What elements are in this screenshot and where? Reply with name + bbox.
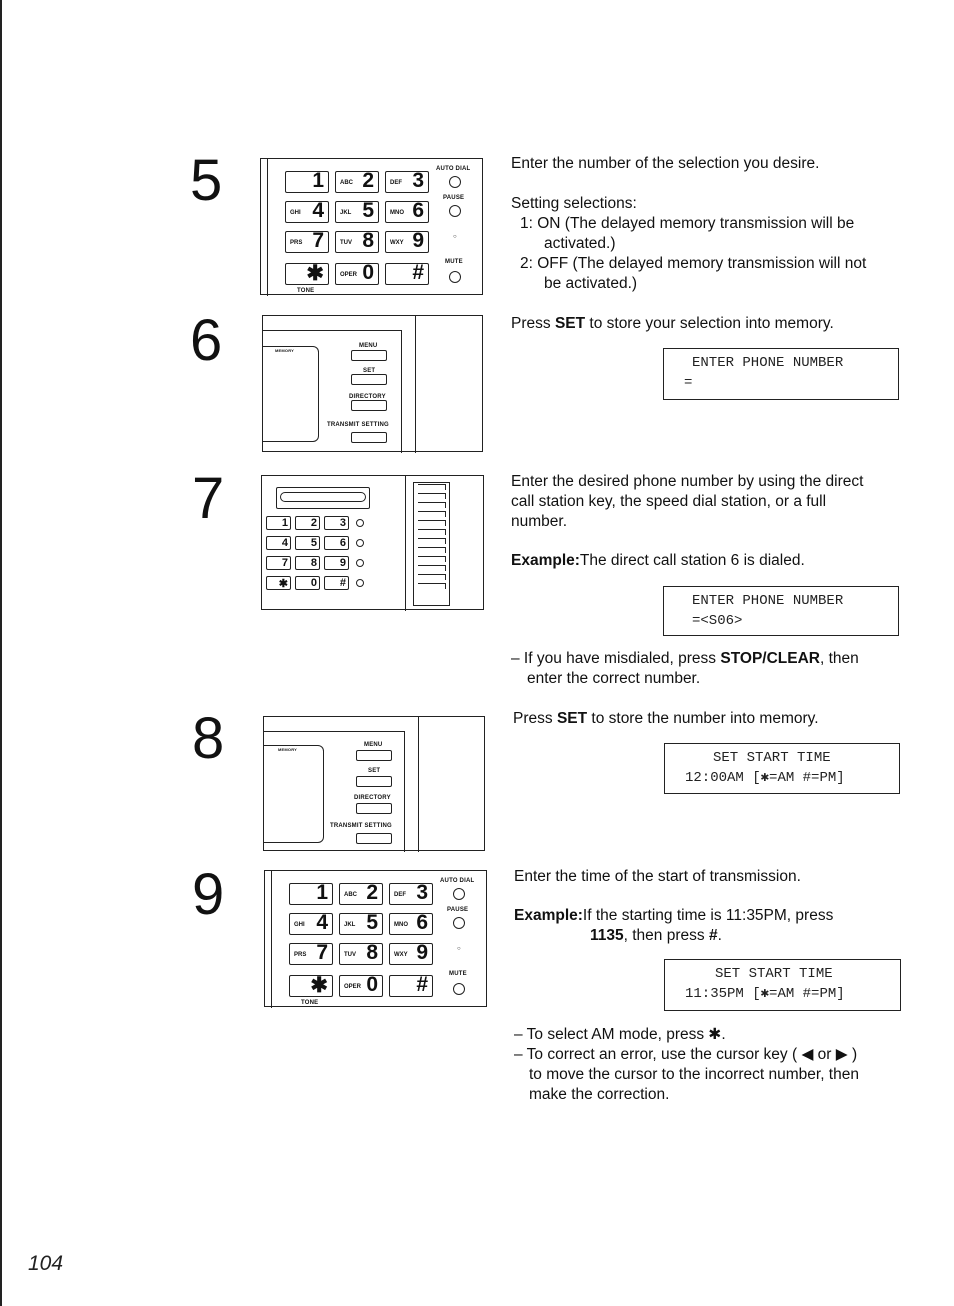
key-letters: GHI — [294, 922, 305, 928]
pause-label: PAUSE — [443, 195, 465, 201]
step-number: 7 — [192, 466, 225, 531]
key-digit: 1 — [316, 881, 328, 904]
key-letters: ABC — [344, 892, 357, 898]
step6-instruction: Press SET to store your selection into memory. — [511, 315, 834, 332]
station-key[interactable] — [418, 520, 446, 526]
key-digit: 7 — [312, 229, 324, 252]
station-key[interactable] — [418, 538, 446, 544]
key-letters: DEF — [394, 892, 406, 898]
key-digit: 9 — [339, 557, 346, 569]
menu-button[interactable] — [356, 750, 392, 761]
mute-indicator-icon: ○ — [453, 234, 457, 240]
mute-indicator-icon: ○ — [457, 946, 461, 952]
tone-label: TONE — [301, 1000, 319, 1006]
keypad-key[interactable] — [324, 576, 349, 590]
key-digit: ✱ — [306, 262, 324, 285]
key-digit: # — [416, 973, 428, 996]
step9-example: Example:If the starting time is 11:35PM, press — [514, 907, 834, 924]
function-button[interactable] — [356, 539, 364, 547]
keypad-key[interactable] — [389, 943, 433, 965]
station-key[interactable] — [418, 556, 446, 562]
step-number: 9 — [192, 862, 225, 927]
pause-button[interactable] — [453, 917, 465, 929]
mute-label: MUTE — [449, 971, 467, 977]
key-digit: 6 — [339, 537, 346, 549]
key-digit: 5 — [362, 199, 374, 222]
mute-label: MUTE — [445, 259, 463, 265]
function-button[interactable] — [356, 579, 364, 587]
keypad-key[interactable] — [266, 536, 291, 550]
step9-note-cursor-cont: to move the cursor to the incorrect number, then — [529, 1066, 859, 1083]
menu-label: MENU — [364, 742, 383, 748]
step5-option2: 2: OFF (The delayed memory transmission will not — [520, 255, 867, 272]
key-digit: 6 — [412, 199, 424, 222]
keypad-key[interactable] — [385, 171, 429, 193]
mute-button[interactable] — [453, 983, 465, 995]
step5-option2-cont: be activated.) — [544, 275, 638, 292]
memory-label: MEMORY — [275, 348, 295, 353]
memory-label: MEMORY — [278, 747, 298, 752]
keypad-key[interactable] — [289, 943, 333, 965]
keypad-key[interactable] — [266, 516, 291, 530]
menu-label: MENU — [359, 343, 378, 349]
step9-note-cursor: – To correct an error, use the cursor key ( ◀ or ▶ ) — [514, 1046, 858, 1063]
keypad-key[interactable] — [324, 556, 349, 570]
transmit-setting-label: TRANSMIT SETTING — [327, 422, 389, 428]
transmit-setting-label: TRANSMIT SETTING — [330, 823, 392, 829]
keypad-illustration — [260, 158, 483, 295]
key-letters: GHI — [290, 210, 301, 216]
function-button[interactable] — [356, 559, 364, 567]
key-digit: 8 — [310, 557, 317, 569]
key-digit: 4 — [312, 199, 324, 222]
keypad-key[interactable] — [285, 171, 329, 193]
keypad-key[interactable] — [385, 201, 429, 223]
keypad-key[interactable] — [335, 201, 379, 223]
keypad-key[interactable] — [285, 201, 329, 223]
page-left-edge — [0, 0, 2, 1306]
key-letters: DEF — [390, 180, 402, 186]
keypad-key[interactable] — [324, 536, 349, 550]
menu-button[interactable] — [351, 350, 387, 361]
key-digit: 4 — [316, 911, 328, 934]
tone-label: TONE — [297, 288, 315, 294]
auto-dial-button[interactable] — [449, 176, 461, 188]
key-digit: ✱ — [278, 578, 288, 590]
key-letters: PRS — [290, 240, 303, 246]
key-digit: 8 — [362, 229, 374, 252]
keypad-key[interactable] — [335, 171, 379, 193]
key-digit: # — [412, 261, 424, 284]
pause-label: PAUSE — [447, 907, 469, 913]
menu-panel-illustration — [262, 315, 483, 452]
memory-bracket — [264, 745, 324, 843]
keypad-key[interactable] — [339, 883, 383, 905]
key-letters: WXY — [394, 952, 408, 958]
keypad-key[interactable] — [285, 231, 329, 253]
step5-option1-cont: activated.) — [544, 235, 616, 252]
keypad-key[interactable] — [289, 975, 333, 997]
set-button[interactable] — [351, 374, 387, 385]
keypad-key[interactable] — [335, 263, 379, 285]
key-digit: # — [339, 577, 346, 589]
lcd-display: ENTER PHONE NUMBER = — [663, 348, 899, 400]
auto-dial-label: AUTO DIAL — [440, 878, 475, 884]
keypad-key[interactable] — [266, 576, 291, 590]
keypad-key[interactable] — [389, 913, 433, 935]
key-digit: 3 — [412, 169, 424, 192]
control-panel-illustration — [261, 475, 484, 610]
keypad-key[interactable] — [385, 263, 429, 285]
keypad-key[interactable] — [389, 883, 433, 905]
directory-label: DIRECTORY — [354, 795, 391, 801]
station-key-list — [414, 484, 448, 596]
station-key[interactable] — [418, 511, 446, 517]
key-digit: 8 — [366, 941, 378, 964]
directory-button[interactable] — [356, 803, 392, 814]
key-letters: TUV — [344, 952, 356, 958]
step5-instruction: Enter the number of the selection you desire. — [511, 155, 820, 172]
directory-button[interactable] — [351, 400, 387, 411]
set-label: SET — [368, 768, 381, 774]
page-number: 104 — [28, 1252, 64, 1275]
keypad-key[interactable] — [385, 231, 429, 253]
keypad-key[interactable] — [295, 556, 320, 570]
key-digit: 0 — [310, 577, 317, 589]
key-letters: MNO — [390, 210, 404, 216]
key-digit: 5 — [366, 911, 378, 934]
key-letters: WXY — [390, 240, 404, 246]
directory-label: DIRECTORY — [349, 394, 386, 400]
keypad-key[interactable] — [289, 883, 333, 905]
key-digit: 1 — [281, 517, 288, 529]
key-digit: 1 — [312, 169, 324, 192]
function-button[interactable] — [356, 519, 364, 527]
keypad-key[interactable] — [295, 516, 320, 530]
key-digit: 9 — [416, 941, 428, 964]
key-digit: 0 — [362, 261, 374, 284]
key-letters: ABC — [340, 180, 353, 186]
memory-bracket — [263, 346, 319, 442]
step-number: 8 — [192, 706, 225, 771]
keypad-key[interactable] — [266, 556, 291, 570]
keypad-key[interactable] — [324, 516, 349, 530]
key-digit: ✱ — [310, 974, 328, 997]
station-key[interactable] — [418, 583, 446, 589]
lcd-display: SET START TIME 11:35PM [✱=AM #=PM] — [664, 959, 901, 1011]
step8-instruction: Press SET to store the number into memory. — [513, 710, 819, 727]
lcd-display: SET START TIME 12:00AM [✱=AM #=PM] — [664, 743, 900, 794]
pause-button[interactable] — [449, 205, 461, 217]
key-digit: 7 — [316, 941, 328, 964]
keypad-key[interactable] — [285, 263, 329, 285]
station-key[interactable] — [418, 529, 446, 535]
step7-instruction-line1: Enter the desired phone number by using the direct — [511, 473, 864, 490]
keypad-illustration — [264, 870, 487, 1007]
station-key[interactable] — [418, 502, 446, 508]
set-label: SET — [363, 368, 376, 374]
key-letters: JKL — [344, 922, 356, 928]
mute-button[interactable] — [449, 271, 461, 283]
key-digit: 0 — [366, 973, 378, 996]
step9-example-cont: 1135, then press #. — [590, 927, 722, 944]
key-letters: PRS — [294, 952, 307, 958]
key-digit: 2 — [366, 881, 378, 904]
step5-settings-heading: Setting selections: — [511, 195, 637, 212]
station-key[interactable] — [418, 484, 446, 490]
station-key[interactable] — [418, 565, 446, 571]
key-digit: 2 — [310, 517, 317, 529]
step7-example: Example:The direct call station 6 is dialed. — [511, 552, 805, 569]
keypad-key[interactable] — [335, 231, 379, 253]
key-letters: OPER — [340, 272, 358, 278]
keypad-key[interactable] — [339, 975, 383, 997]
lcd-display: ENTER PHONE NUMBER =<S06> — [663, 586, 899, 636]
step-number: 5 — [190, 148, 223, 213]
station-key[interactable] — [418, 493, 446, 499]
cursor-keys — [280, 492, 366, 502]
step5-option1: 1: ON (The delayed memory transmission will be — [520, 215, 855, 232]
step9-note-am: – To select AM mode, press ✱. — [514, 1026, 726, 1043]
auto-dial-label: AUTO DIAL — [436, 166, 471, 172]
step7-instruction-line2: call station key, the speed dial station, or a full — [511, 493, 827, 510]
step7-instruction-line3: number. — [511, 513, 568, 530]
key-digit: 2 — [362, 169, 374, 192]
step-number: 6 — [190, 308, 223, 373]
key-digit: 7 — [281, 557, 288, 569]
menu-panel-illustration — [263, 716, 485, 851]
keypad-key[interactable] — [389, 975, 433, 997]
key-letters: MNO — [394, 922, 408, 928]
step7-note-cont: enter the correct number. — [527, 670, 701, 687]
keypad-key[interactable] — [295, 576, 320, 590]
keypad-key[interactable] — [289, 913, 333, 935]
station-key[interactable] — [418, 547, 446, 553]
key-digit: 6 — [416, 911, 428, 934]
key-digit: 4 — [281, 537, 288, 549]
key-digit: 5 — [310, 537, 317, 549]
set-button[interactable] — [356, 776, 392, 787]
keypad-key[interactable] — [295, 536, 320, 550]
key-letters: OPER — [344, 984, 362, 990]
key-digit: 3 — [416, 881, 428, 904]
key-digit: 3 — [339, 517, 346, 529]
transmit-setting-button[interactable] — [356, 833, 392, 844]
keypad-key[interactable] — [339, 913, 383, 935]
station-key[interactable] — [418, 574, 446, 580]
key-letters: TUV — [340, 240, 352, 246]
auto-dial-button[interactable] — [453, 888, 465, 900]
step9-instruction: Enter the time of the start of transmission. — [514, 868, 801, 885]
key-digit: 9 — [412, 229, 424, 252]
step9-note-cursor-cont2: make the correction. — [529, 1086, 670, 1103]
mini-keypad — [266, 516, 366, 601]
transmit-setting-button[interactable] — [351, 432, 387, 443]
key-letters: JKL — [340, 210, 352, 216]
step7-note: – If you have misdialed, press STOP/CLEAR, then — [511, 650, 859, 667]
keypad-key[interactable] — [339, 943, 383, 965]
